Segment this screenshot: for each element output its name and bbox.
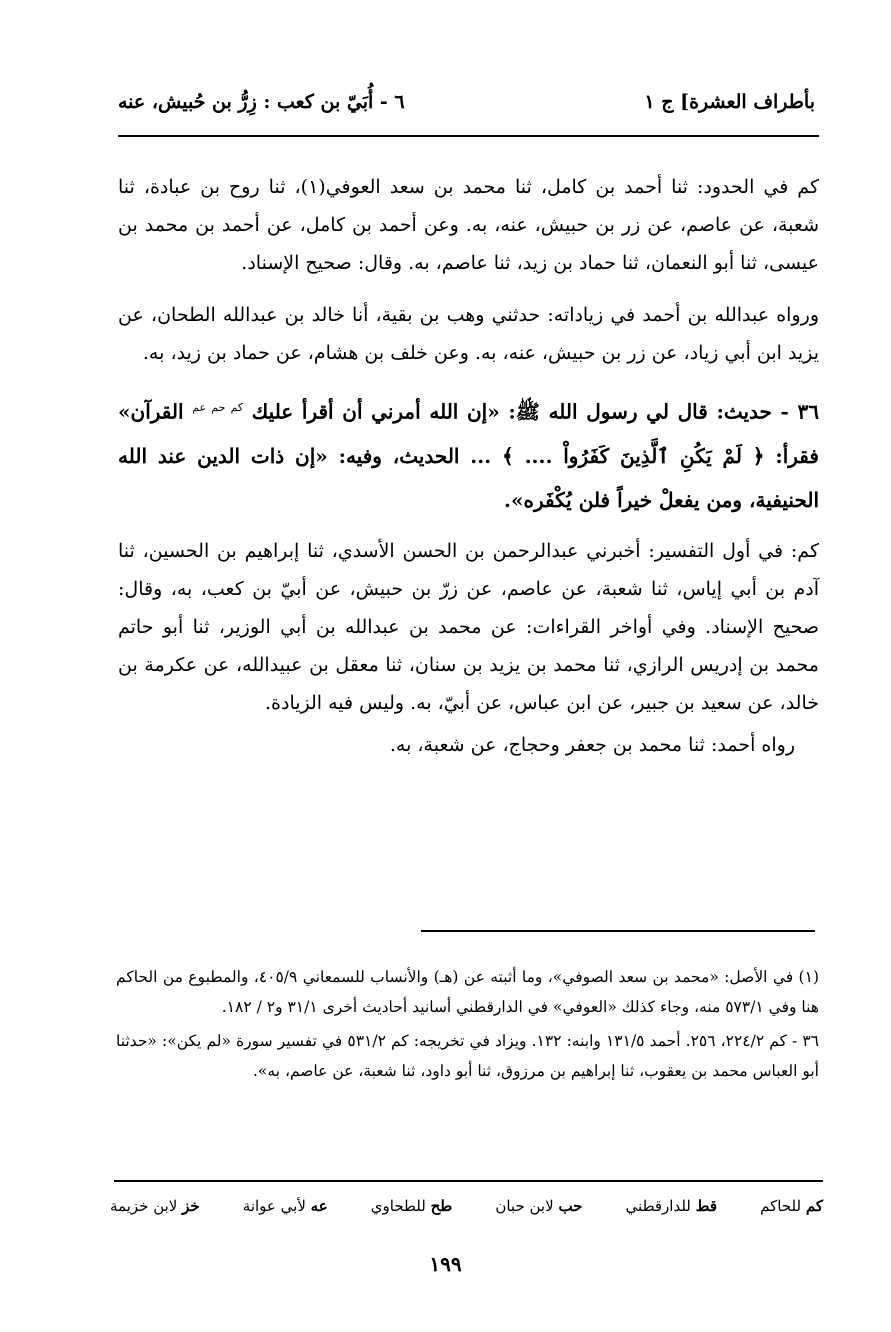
header-chapter-title: ٦ - أُبَيّ بن كعب : زِرُّ بن حُبيش، عنه xyxy=(118,91,405,113)
sigla-legend xyxy=(110,1193,823,1219)
running-header xyxy=(118,82,815,122)
sigla-item: خز لابن خزيمة xyxy=(110,1197,200,1215)
footnote-separator xyxy=(421,930,815,932)
paragraph-zawaid: ورواه عبدالله بن أحمد في زياداته: حدثني وهب بن بقية، أنا خالد بن عبدالله الطحان، عن يزيد ابن أبي زياد، عن زر بن حبيش، عنه، به. وعن خلف بن هشام، عن حماد بن زيد، به. xyxy=(118,304,819,364)
hadith-sigla: كم حم عم xyxy=(192,401,244,414)
paragraph-tafsir: كم: في أول التفسير: أخبرني عبدالرحمن بن الحسن الأسدي، ثنا إبراهيم بن الحسين، ثنا آدم بن أبي إياس، ثنا شعبة، عن عاصم، عن زرّ بن حبيش، عن أبيّ بن كعب، به، وقال: صحيح الإسناد. وفي أواخر القراءات: عن محمد بن عبدالله بن أبي الوزير، ثنا أبو حاتم محمد بن إدريس الرازي، ثنا محمد بن يزيد بن سنان، ثنا معقل بن عبيدالله، عن عكرمة بن خالد، عن سعيد بن جبير، عن ابن عباس، عن أبيّ، به. وليس فيه الزيادة. xyxy=(118,539,819,714)
sigla-item: عه لأبي عوانة xyxy=(242,1197,328,1215)
sigla-separator xyxy=(114,1180,823,1182)
hadith-heading xyxy=(118,386,819,522)
page-number: ١٩٩ xyxy=(429,1252,462,1276)
main-text xyxy=(118,168,819,778)
sigla-item: حب لابن حبان xyxy=(495,1197,583,1215)
header-rule xyxy=(118,135,819,137)
hadith-text: قال لي رسول الله ﷺ: «إن الله أمرني أن أقرأ عليك xyxy=(251,399,708,424)
paragraph-hudud: كم في الحدود: ثنا أحمد بن كامل، ثنا محمد بن سعد العوفي(١)، ثنا روح بن عبادة، ثنا شعبة، عن عاصم، عن زر بن حبيش، عنه، به. وعن أحمد بن كامل، عن أحمد بن محمد بن عيسى، ثنا أبو النعمان، ثنا حماد بن زيد، ثنا عاصم، به. وقال: صحيح الإسناد. xyxy=(118,176,820,274)
footnote-1: (١) في الأصل: «محمد بن سعد الصوفي»، وما أثبته عن (هـ) والأنساب للسمعاني ٤٠٥/٩، والمطبوع من الحاكم هنا وفي ٥٧٣/١ منه، وجاء كذلك «العوفي» في الدارقطني أسانيد أحاديث أخرى ٣١/١ و٢ / ١٨٢. xyxy=(116,968,819,1016)
hadith-number: ٣٦ - حديث: xyxy=(716,399,819,424)
sigla-item: قط للدارقطني xyxy=(625,1197,718,1215)
paragraph-ahmad: رواه أحمد: ثنا محمد بن جعفر وحجاج، عن شعبة، به. xyxy=(389,733,795,756)
footnotes xyxy=(116,962,819,1086)
sigla-item: طح للطحاوي xyxy=(370,1197,453,1215)
sigla-item: كم للحاكم xyxy=(760,1197,823,1215)
footnote-36: ٣٦ - كم ٢٢٤/٢، ٢٥٦. أحمد ١٣١/٥ وابنه: ١٣٢. ويزاد في تخريجه: كم ٥٣١/٢ في تفسير سورة «لم يكن»: «حدثنا أبو العباس محمد بن يعقوب، ثنا إبراهيم بن مرزوق، ثنا أبو داود، ثنا شعبة، عن عاصم، به». xyxy=(116,1032,819,1080)
hadith-continuation: القرآن» فقرأ: ﴿ لَمْ يَكُنِ ٱلَّذِينَ كَفَرُواْ .... ﴾ ... الحديث، وفيه: «إن ذات الدين عند الله الحنيفية، ومن يفعلْ خيراً فلن يُكْفَره». xyxy=(118,399,819,512)
header-volume-title: بأطراف العشرة] ج ١ xyxy=(644,91,815,113)
